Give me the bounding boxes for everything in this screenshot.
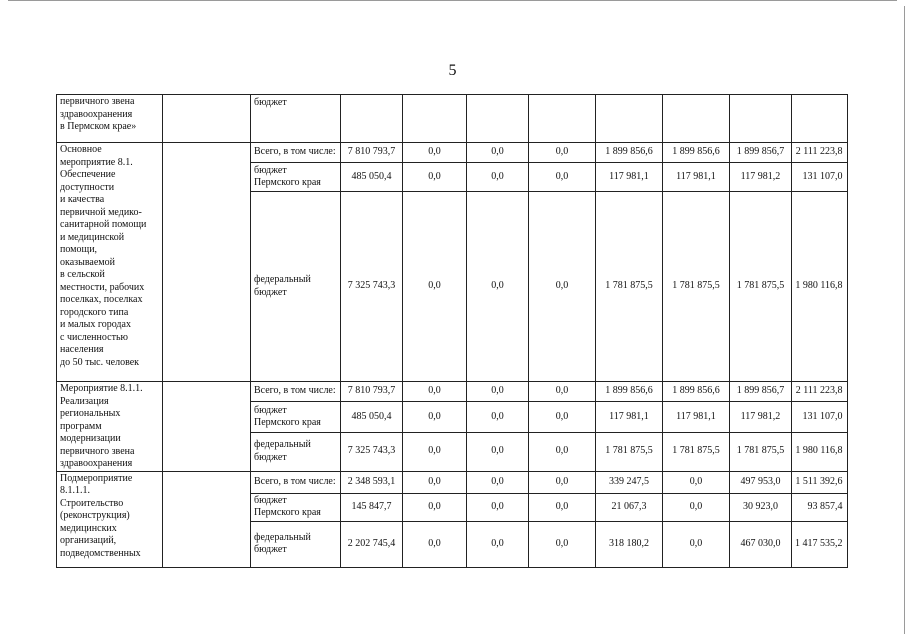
text-line: Пермского края [254, 507, 321, 518]
year-value-cell: 0,0 [529, 493, 596, 521]
year-value-cell: 1 980 116,8 [792, 432, 848, 471]
table-row [57, 471, 848, 493]
text-line: поселках, поселках [60, 294, 143, 305]
year-value-cell: 1 781 875,5 [596, 192, 663, 382]
activity-name-cell [57, 471, 163, 567]
total-value-cell: 2 348 593,1 [341, 471, 403, 493]
text-line: модернизации [60, 433, 121, 444]
funding-source-cell [251, 432, 341, 471]
year-value-cell: 497 953,0 [730, 471, 792, 493]
year-value-cell: 1 781 875,5 [596, 432, 663, 471]
year-value-cell: 117 981,2 [730, 402, 792, 433]
year-value-cell: 0,0 [403, 521, 467, 567]
total-value-cell: 7 810 793,7 [341, 143, 403, 163]
activity-name-cell [57, 143, 163, 382]
total-value-cell [341, 95, 403, 143]
year-value-cell: 0,0 [403, 163, 467, 192]
year-value-cell: 1 899 856,6 [596, 143, 663, 163]
text-line: местности, рабочих [60, 281, 145, 293]
total-value-cell: 7 325 743,3 [341, 432, 403, 471]
year-value-cell: 467 030,0 [730, 521, 792, 567]
total-value-cell: 2 202 745,4 [341, 521, 403, 567]
table-row [57, 95, 848, 143]
year-value-cell: 0,0 [529, 382, 596, 402]
text-line: санитарной помощи [60, 219, 147, 230]
executor-cell [163, 382, 251, 472]
text-line: федеральный [254, 274, 311, 285]
year-value-cell [403, 95, 467, 143]
text-line: Мероприятие 8.1.1. [60, 383, 143, 394]
year-value-cell [596, 95, 663, 143]
funding-source-cell [251, 521, 341, 567]
text-line: Всего, в том числе: [254, 385, 336, 397]
year-value-cell: 0,0 [663, 471, 730, 493]
text-line: в сельской [60, 269, 105, 280]
text-line: Подмероприятие [60, 472, 133, 484]
activity-name-cell [57, 382, 163, 472]
funding-source-cell [251, 402, 341, 433]
year-value-cell: 1 417 535,2 [792, 521, 848, 567]
executor-cell [163, 471, 251, 567]
total-value-cell: 7 325 743,3 [341, 192, 403, 382]
year-value-cell: 1 899 856,7 [730, 143, 792, 163]
year-value-cell: 0,0 [467, 402, 529, 433]
total-value-cell: 145 847,7 [341, 493, 403, 521]
text-line: населения [60, 344, 104, 355]
text-line: и малых городах [60, 319, 131, 330]
year-value-cell: 0,0 [403, 471, 467, 493]
total-value-cell: 7 810 793,7 [341, 382, 403, 402]
year-value-cell: 131 107,0 [792, 402, 848, 433]
year-value-cell: 117 981,1 [596, 402, 663, 433]
year-value-cell: 0,0 [467, 521, 529, 567]
funding-source-cell [251, 163, 341, 192]
year-value-cell: 117 981,1 [663, 402, 730, 433]
year-value-cell: 0,0 [403, 432, 467, 471]
year-value-cell: 2 111 223,8 [792, 143, 848, 163]
text-line: помощи, [60, 244, 98, 255]
year-value-cell: 1 899 856,7 [730, 382, 792, 402]
year-value-cell: 2 111 223,8 [792, 382, 848, 402]
year-value-cell: 117 981,1 [596, 163, 663, 192]
year-value-cell: 0,0 [403, 143, 467, 163]
year-value-cell [663, 95, 730, 143]
funding-source-cell [251, 95, 341, 143]
text-line: мероприятие 8.1. [60, 156, 133, 168]
year-value-cell: 131 107,0 [792, 163, 848, 192]
text-line: бюджет [254, 544, 287, 555]
year-value-cell: 0,0 [529, 402, 596, 433]
text-line: и качества [60, 194, 105, 205]
year-value-cell: 0,0 [403, 493, 467, 521]
year-value-cell: 0,0 [529, 432, 596, 471]
text-line: (реконструкция) [60, 510, 130, 521]
year-value-cell: 0,0 [467, 471, 529, 493]
year-value-cell: 0,0 [403, 402, 467, 433]
funding-source-cell [251, 382, 341, 402]
table-row [57, 143, 848, 163]
page-number: 5 [448, 62, 457, 79]
table-row [57, 382, 848, 402]
text-line: здравоохранения [60, 108, 133, 120]
funding-source-cell [251, 143, 341, 163]
page-edge-top [8, 0, 897, 1]
year-value-cell: 0,0 [467, 192, 529, 382]
year-value-cell: 1 511 392,6 [792, 471, 848, 493]
text-line: программ [60, 420, 102, 432]
year-value-cell: 0,0 [529, 192, 596, 382]
text-line: федеральный [254, 439, 311, 451]
year-value-cell: 93 857,4 [792, 493, 848, 521]
text-line: региональных [60, 408, 121, 419]
year-value-cell: 1 781 875,5 [730, 192, 792, 382]
year-value-cell: 1 899 856,6 [663, 143, 730, 163]
text-line: бюджет [254, 164, 287, 176]
year-value-cell: 1 781 875,5 [730, 432, 792, 471]
budget-table [56, 94, 848, 568]
year-value-cell: 0,0 [403, 192, 467, 382]
text-line: до 50 тыс. человек [60, 356, 140, 368]
funding-source-cell [251, 192, 341, 382]
year-value-cell: 0,0 [529, 471, 596, 493]
executor-cell [163, 95, 251, 143]
year-value-cell [792, 95, 848, 143]
text-line: бюджет [254, 451, 287, 463]
text-line: федеральный [254, 531, 311, 543]
funding-source-cell [251, 493, 341, 521]
text-line: Строительство [60, 497, 124, 509]
year-value-cell: 0,0 [403, 382, 467, 402]
year-value-cell: 117 981,1 [663, 163, 730, 192]
year-value-cell: 339 247,5 [596, 471, 663, 493]
text-line: первичного звена [60, 96, 135, 107]
text-line: подведомственных [60, 547, 141, 559]
text-line: 8.1.1.1. [60, 485, 90, 496]
text-line: Пермского края [254, 417, 321, 429]
year-value-cell: 0,0 [467, 143, 529, 163]
text-line: Пермского края [254, 177, 321, 188]
year-value-cell: 0,0 [663, 521, 730, 567]
text-line: первичной медико- [60, 206, 142, 218]
year-value-cell [467, 95, 529, 143]
text-line: Реализация [60, 395, 109, 407]
text-line: оказываемой [60, 256, 115, 268]
text-line: здравоохранения [60, 458, 133, 469]
year-value-cell: 1 781 875,5 [663, 192, 730, 382]
text-line: организаций, [60, 535, 117, 546]
year-value-cell: 0,0 [467, 163, 529, 192]
funding-source-cell [251, 471, 341, 493]
year-value-cell: 1 781 875,5 [663, 432, 730, 471]
year-value-cell: 0,0 [529, 521, 596, 567]
year-value-cell: 0,0 [467, 432, 529, 471]
executor-cell [163, 143, 251, 382]
text-line: городского типа [60, 306, 129, 318]
total-value-cell: 485 050,4 [341, 163, 403, 192]
year-value-cell [529, 95, 596, 143]
text-line: в Пермском крае» [60, 121, 137, 132]
text-line: Всего, в том числе: [254, 146, 336, 158]
text-line: первичного звена [60, 445, 135, 457]
text-line: с численностью [60, 331, 128, 343]
text-line: доступности [60, 181, 115, 193]
year-value-cell [730, 95, 792, 143]
text-line: бюджет [254, 97, 287, 108]
text-line: Основное [60, 144, 102, 155]
year-value-cell: 0,0 [529, 143, 596, 163]
activity-name-cell [57, 95, 163, 143]
text-line: Всего, в том числе: [254, 475, 336, 487]
year-value-cell: 21 067,3 [596, 493, 663, 521]
total-value-cell: 485 050,4 [341, 402, 403, 433]
year-value-cell: 1 980 116,8 [792, 192, 848, 382]
year-value-cell: 117 981,2 [730, 163, 792, 192]
year-value-cell: 1 899 856,6 [663, 382, 730, 402]
year-value-cell: 0,0 [467, 382, 529, 402]
text-line: бюджет [254, 404, 287, 416]
year-value-cell: 0,0 [529, 163, 596, 192]
year-value-cell: 30 923,0 [730, 493, 792, 521]
year-value-cell: 1 899 856,6 [596, 382, 663, 402]
text-line: Обеспечение [60, 169, 116, 180]
text-line: медицинских [60, 522, 117, 534]
text-line: бюджет [254, 494, 287, 506]
text-line: и медицинской [60, 231, 125, 243]
year-value-cell: 0,0 [467, 493, 529, 521]
text-line: бюджет [254, 286, 287, 298]
year-value-cell: 0,0 [663, 493, 730, 521]
year-value-cell: 318 180,2 [596, 521, 663, 567]
